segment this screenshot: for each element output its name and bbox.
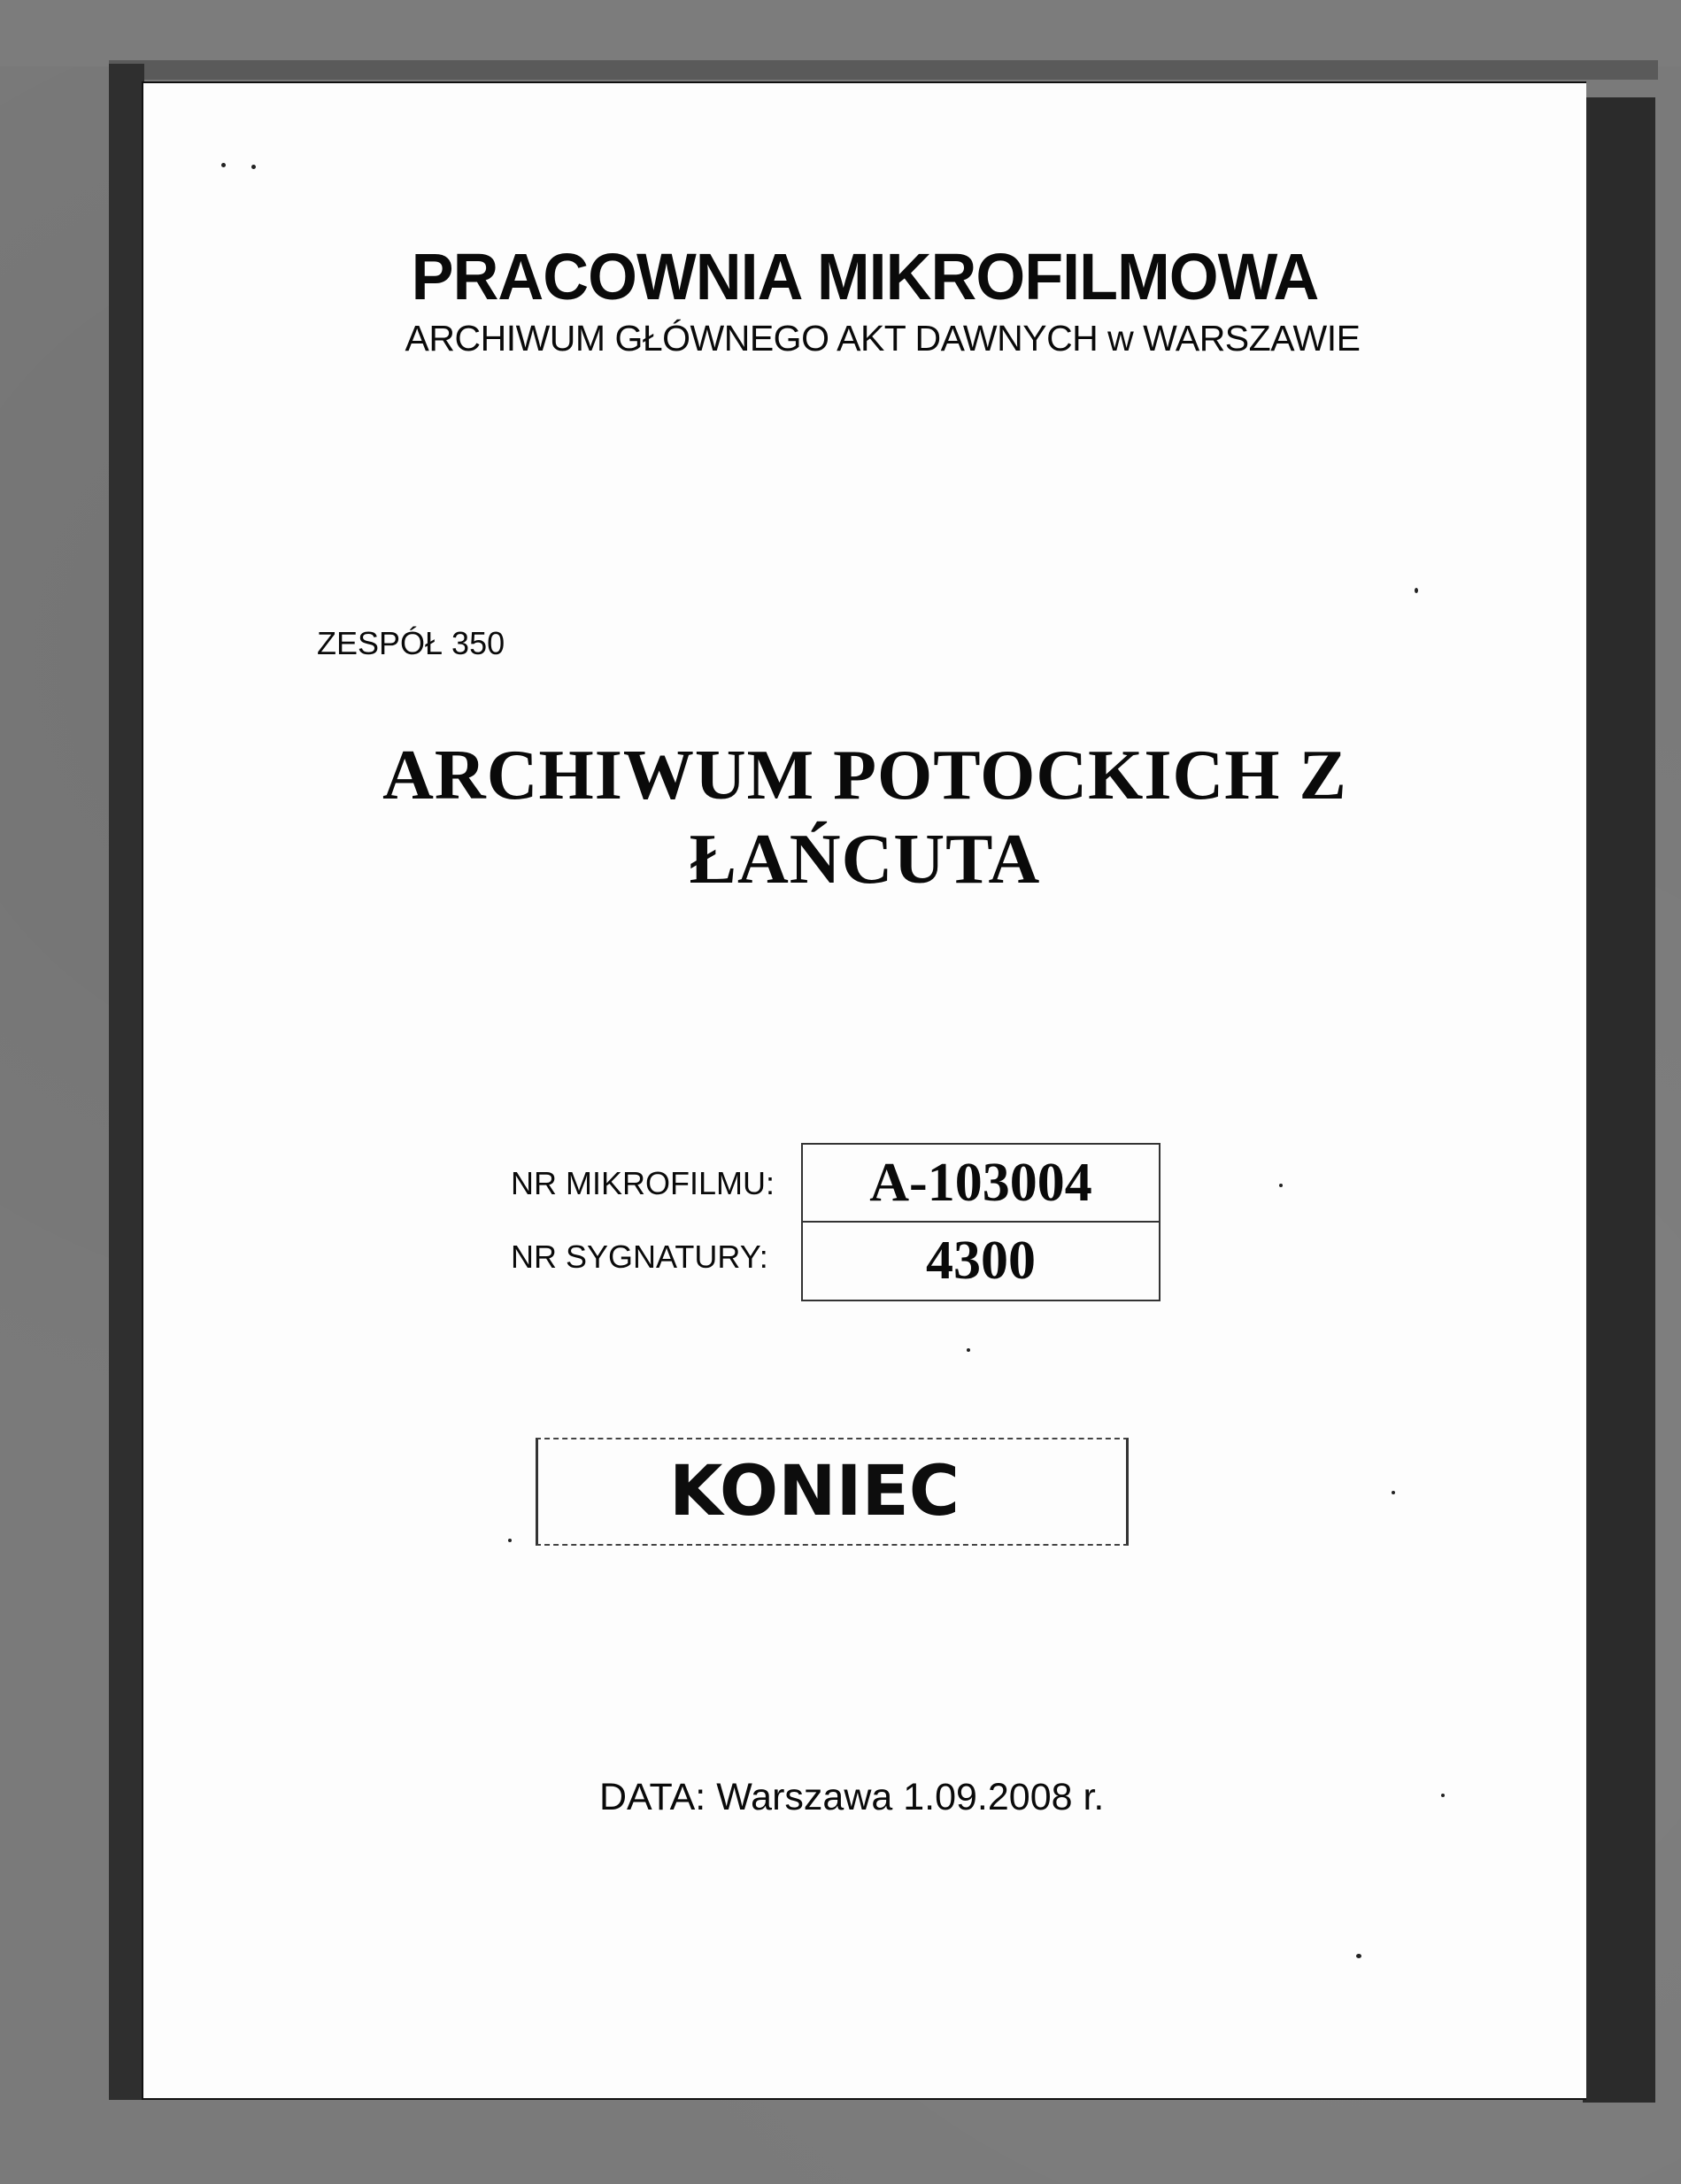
scan-speck bbox=[1392, 1491, 1395, 1494]
signature-number-value: 4300 bbox=[803, 1221, 1159, 1299]
archive-subtitle: ARCHIWUM GŁÓWNEGO AKT DAWNYCH w WARSZAWIE bbox=[405, 318, 1361, 359]
scan-speck bbox=[221, 163, 226, 167]
scan-speck bbox=[508, 1539, 512, 1542]
sheet-right-shadow bbox=[1583, 97, 1655, 2103]
scan-speck bbox=[1441, 1794, 1445, 1797]
sheet-left-shadow bbox=[109, 64, 144, 2100]
metadata-box bbox=[801, 1143, 1161, 1301]
document-sheet bbox=[142, 81, 1586, 2100]
scan-speck bbox=[251, 165, 256, 169]
fonds-number: ZESPÓŁ 350 bbox=[317, 625, 505, 661]
end-marker-label: KONIEC bbox=[668, 1452, 960, 1532]
end-marker-box bbox=[536, 1438, 1129, 1546]
scan-speck bbox=[1356, 1954, 1361, 1958]
lab-title: PRACOWNIA MIKROFILMOWA bbox=[411, 240, 1319, 313]
sheet-top-shadow bbox=[109, 60, 1658, 80]
scan-speck bbox=[967, 1348, 970, 1352]
fonds-title bbox=[143, 734, 1586, 902]
fonds-title-line-2: ŁAŃCUTA bbox=[689, 821, 1041, 899]
fonds-title-line-1: ARCHIWUM POTOCKICH Z bbox=[382, 737, 1347, 814]
scan-speck bbox=[1279, 1184, 1283, 1187]
scan-speck bbox=[1415, 588, 1418, 593]
microfilm-number-value: A-103004 bbox=[869, 1152, 1092, 1213]
signature-number-label: NR SYGNATURY: bbox=[511, 1239, 768, 1275]
date-line: DATA: Warszawa 1.09.2008 r. bbox=[599, 1776, 1105, 1818]
microfilm-number-label: NR MIKROFILMU: bbox=[511, 1165, 775, 1201]
scan-background bbox=[0, 0, 1681, 66]
